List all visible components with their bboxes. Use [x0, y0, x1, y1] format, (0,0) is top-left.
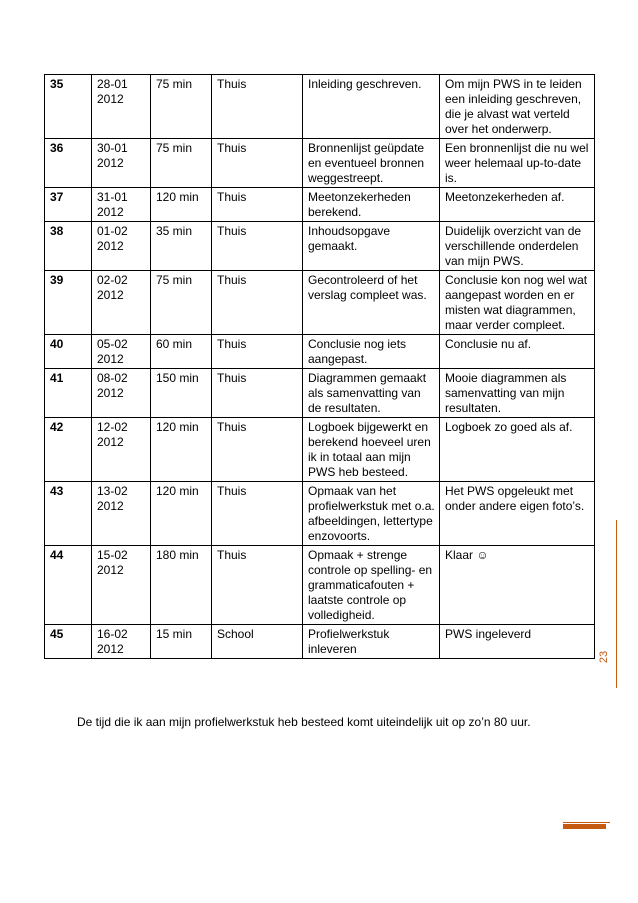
entry-activity: Gecontroleerd of het verslag compleet was.: [303, 271, 440, 335]
entry-location: Thuis: [212, 271, 303, 335]
entry-number: 39: [45, 271, 92, 335]
entry-remark: Om mijn PWS in te leiden een inleiding geschreven, die je alvast wat verteld over het onderwerp.: [440, 75, 595, 139]
entry-location: School: [212, 625, 303, 659]
entry-number: 45: [45, 625, 92, 659]
logbook-table: [44, 74, 595, 659]
entry-remark: Meetonzekerheden af.: [440, 188, 595, 222]
entry-date: 05-02 2012: [92, 335, 151, 369]
table-row: [45, 139, 595, 188]
entry-duration: 60 min: [151, 335, 212, 369]
entry-duration: 15 min: [151, 625, 212, 659]
entry-activity: Inhoudsopgave gemaakt.: [303, 222, 440, 271]
table-row: [45, 335, 595, 369]
entry-duration: 75 min: [151, 271, 212, 335]
entry-date: 16-02 2012: [92, 625, 151, 659]
entry-date: 30-01 2012: [92, 139, 151, 188]
entry-activity: Inleiding geschreven.: [303, 75, 440, 139]
entry-location: Thuis: [212, 222, 303, 271]
closing-paragraph: De tijd die ik aan mijn profielwerkstuk heb besteed komt uiteindelijk uit op zo’n 80 uur.: [77, 715, 531, 729]
table-row: [45, 482, 595, 546]
entry-number: 36: [45, 139, 92, 188]
entry-number: 37: [45, 188, 92, 222]
entry-location: Thuis: [212, 75, 303, 139]
entry-duration: 75 min: [151, 139, 212, 188]
footer-line: [563, 822, 610, 823]
entry-remark: Conclusie kon nog wel wat aangepast worden en er misten wat diagrammen, maar verder compleet.: [440, 271, 595, 335]
entry-number: 42: [45, 418, 92, 482]
entry-location: Thuis: [212, 139, 303, 188]
table-row: [45, 418, 595, 482]
entry-activity: Opmaak van het profielwerkstuk met o.a. afbeeldingen, lettertype enzovoorts.: [303, 482, 440, 546]
entry-duration: 75 min: [151, 75, 212, 139]
entry-date: 12-02 2012: [92, 418, 151, 482]
table-row: [45, 271, 595, 335]
table-row: [45, 188, 595, 222]
entry-remark: Het PWS opgeleukt met onder andere eigen foto’s.: [440, 482, 595, 546]
entry-date: 01-02 2012: [92, 222, 151, 271]
entry-remark: Klaar ☺: [440, 546, 595, 625]
entry-location: Thuis: [212, 418, 303, 482]
entry-number: 38: [45, 222, 92, 271]
entry-date: 31-01 2012: [92, 188, 151, 222]
entry-activity: Logboek bijgewerkt en berekend hoeveel uren ik in totaal aan mijn PWS heb besteed.: [303, 418, 440, 482]
table-row: [45, 369, 595, 418]
entry-activity: Opmaak + strenge controle op spelling- en grammaticafouten + laatste controle op volledigheid.: [303, 546, 440, 625]
entry-activity: Meetonzekerheden berekend.: [303, 188, 440, 222]
entry-duration: 35 min: [151, 222, 212, 271]
entry-location: Thuis: [212, 335, 303, 369]
entry-location: Thuis: [212, 369, 303, 418]
entry-duration: 150 min: [151, 369, 212, 418]
entry-number: 35: [45, 75, 92, 139]
entry-date: 13-02 2012: [92, 482, 151, 546]
entry-number: 43: [45, 482, 92, 546]
entry-remark: Duidelijk overzicht van de verschillende onderdelen van mijn PWS.: [440, 222, 595, 271]
table-row: [45, 625, 595, 659]
entry-location: Thuis: [212, 188, 303, 222]
entry-number: 44: [45, 546, 92, 625]
entry-date: 08-02 2012: [92, 369, 151, 418]
entry-duration: 120 min: [151, 482, 212, 546]
entry-activity: Profielwerkstuk inleveren: [303, 625, 440, 659]
entry-remark: PWS ingeleverd: [440, 625, 595, 659]
entry-remark: Mooie diagrammen als samenvatting van mijn resultaten.: [440, 369, 595, 418]
page-number: 23: [598, 650, 610, 664]
entry-activity: Bronnenlijst geüpdate en eventueel bronnen weggestreept.: [303, 139, 440, 188]
entry-duration: 120 min: [151, 418, 212, 482]
table-row: [45, 546, 595, 625]
entry-duration: 180 min: [151, 546, 212, 625]
footer-accent-bar: [563, 824, 606, 829]
entry-date: 02-02 2012: [92, 271, 151, 335]
entry-number: 41: [45, 369, 92, 418]
entry-remark: Een bronnenlijst die nu wel weer helemaal up-to-date is.: [440, 139, 595, 188]
entry-location: Thuis: [212, 546, 303, 625]
entry-remark: Logboek zo goed als af.: [440, 418, 595, 482]
entry-duration: 120 min: [151, 188, 212, 222]
entry-number: 40: [45, 335, 92, 369]
entry-location: Thuis: [212, 482, 303, 546]
entry-remark: Conclusie nu af.: [440, 335, 595, 369]
entry-activity: Conclusie nog iets aangepast.: [303, 335, 440, 369]
logbook-body: [45, 75, 595, 659]
table-row: [45, 75, 595, 139]
entry-date: 28-01 2012: [92, 75, 151, 139]
entry-activity: Diagrammen gemaakt als samenvatting van de resultaten.: [303, 369, 440, 418]
entry-date: 15-02 2012: [92, 546, 151, 625]
table-row: [45, 222, 595, 271]
